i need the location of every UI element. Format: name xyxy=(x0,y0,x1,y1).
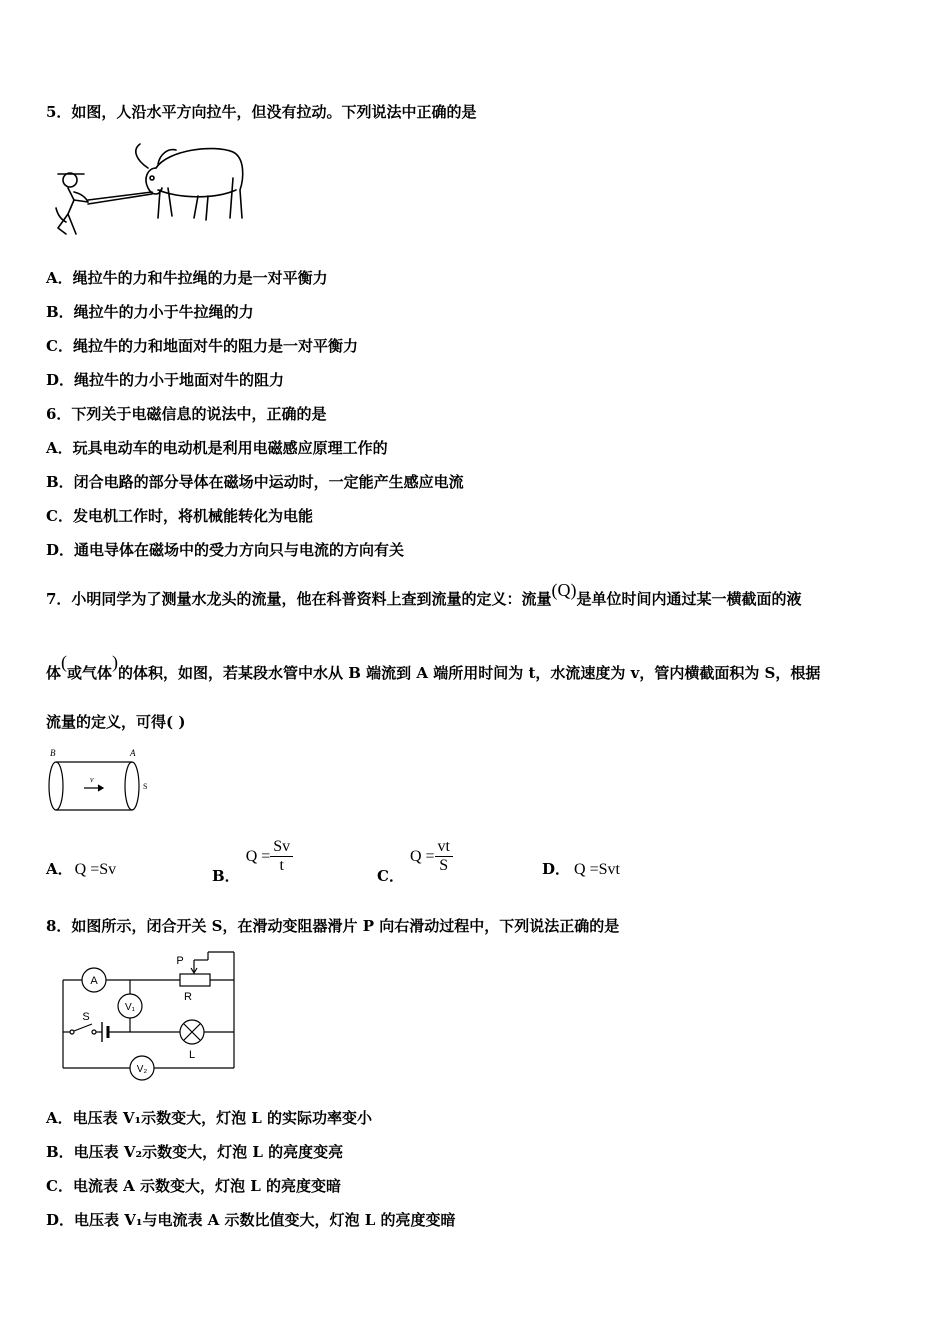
q8-option-c: C．电流表 A 示数变大，灯泡 L 的亮度变暗 xyxy=(46,1177,342,1195)
q7-option-c-label: C． xyxy=(377,866,404,885)
q5-stem: 5．如图，人沿水平方向拉牛，但没有拉动。下列说法中正确的是 xyxy=(46,103,477,121)
q7-option-b-fraction xyxy=(270,838,293,875)
q7-option-b-label: B． xyxy=(212,866,240,885)
q7-stem-line2 xyxy=(46,652,821,683)
q5-option-b: B．绳拉牛的力小于牛拉绳的力 xyxy=(46,303,254,321)
q7-stem-line1 xyxy=(46,580,802,609)
circuit-label-v1: V₁ xyxy=(124,1002,136,1013)
q7-line2-part1: 体 xyxy=(46,664,62,682)
pipe-figure xyxy=(44,746,154,816)
q7-option-c-den: S xyxy=(439,857,449,874)
q7-open-paren: ( xyxy=(61,652,68,672)
circuit-figure xyxy=(58,950,240,1084)
q6-option-c: C．发电机工作时，将机械能转化为电能 xyxy=(46,507,313,525)
pipe-label-b: B xyxy=(50,748,56,758)
ox-figure xyxy=(48,138,250,244)
q5-option-a: A．绳拉牛的力和牛拉绳的力是一对平衡力 xyxy=(46,269,328,287)
q5-option-d: D．绳拉牛的力小于地面对牛的阻力 xyxy=(46,371,285,389)
q7-option-d-label: D． xyxy=(542,860,571,878)
circuit-label-p: P xyxy=(176,955,184,967)
circuit-label-a: A xyxy=(90,975,98,987)
q6-stem: 6．下列关于电磁信息的说法中，正确的是 xyxy=(46,405,327,423)
q7-option-b xyxy=(212,838,293,885)
q5-option-c: C．绳拉牛的力和地面对牛的阻力是一对平衡力 xyxy=(46,337,358,355)
q7-option-d-formula: Q =Svt xyxy=(574,861,620,878)
q7-symbol-q: (Q) xyxy=(551,580,577,600)
circuit-label-v2: V₂ xyxy=(136,1064,148,1075)
q6-option-d: D．通电导体在磁场中的受力方向只与电流的方向有关 xyxy=(46,541,405,559)
circuit-label-s: S xyxy=(82,1011,90,1023)
q7-stem-part1: 7．小明同学为了测量水龙头的流量，他在科普资料上查到流量的定义：流量 xyxy=(46,590,552,608)
q7-option-c-fraction xyxy=(435,838,453,875)
pipe-label-v: v xyxy=(90,775,94,784)
q8-option-b: B．电压表 V₂示数变大，灯泡 L 的亮度变亮 xyxy=(46,1143,344,1161)
q6-option-a: A．玩具电动车的电动机是利用电磁感应原理工作的 xyxy=(46,439,388,457)
q7-option-a-label: A． xyxy=(46,860,73,878)
pipe-label-a: A xyxy=(130,748,136,758)
q6-option-b: B．闭合电路的部分导体在磁场中运动时，一定能产生感应电流 xyxy=(46,473,464,491)
q7-option-c xyxy=(377,838,453,885)
circuit-label-r: R xyxy=(184,991,192,1003)
q7-close-paren: ) xyxy=(112,652,119,672)
q7-option-c-num: vt xyxy=(435,838,453,857)
q8-stem: 8．如图所示，闭合开关 S，在滑动变阻器滑片 P 向右滑动过程中，下列说法正确的是 xyxy=(46,917,620,935)
circuit-label-l: L xyxy=(188,1049,196,1061)
q8-option-d: D．电压表 V₁与电流表 A 示数比值变大，灯泡 L 的亮度变暗 xyxy=(46,1211,456,1229)
q7-stem-part2: 是单位时间内通过某一横截面的液 xyxy=(576,590,802,608)
q7-line2-part2: 或气体 xyxy=(67,664,113,682)
q7-option-a xyxy=(46,858,116,879)
q8-option-a: A．电压表 V₁示数变大，灯泡 L 的实际功率变小 xyxy=(46,1109,373,1127)
q7-option-d xyxy=(542,858,620,879)
pipe-label-s: S xyxy=(143,782,148,791)
q7-option-c-lhs: Q = xyxy=(409,847,435,865)
q7-option-a-formula: Q =Sv xyxy=(74,861,117,878)
q7-option-b-lhs: Q = xyxy=(245,847,271,865)
q7-stem-line3: 流量的定义，可得( ) xyxy=(46,713,186,731)
q7-option-b-den: t xyxy=(279,857,284,874)
q7-line2-part3: 的体积，如图，若某段水管中水从 B 端流到 A 端所用时间为 t，水流速度为 v，管内横截面积为 S，根据 xyxy=(118,664,821,682)
q7-option-b-num: Sv xyxy=(270,838,293,857)
